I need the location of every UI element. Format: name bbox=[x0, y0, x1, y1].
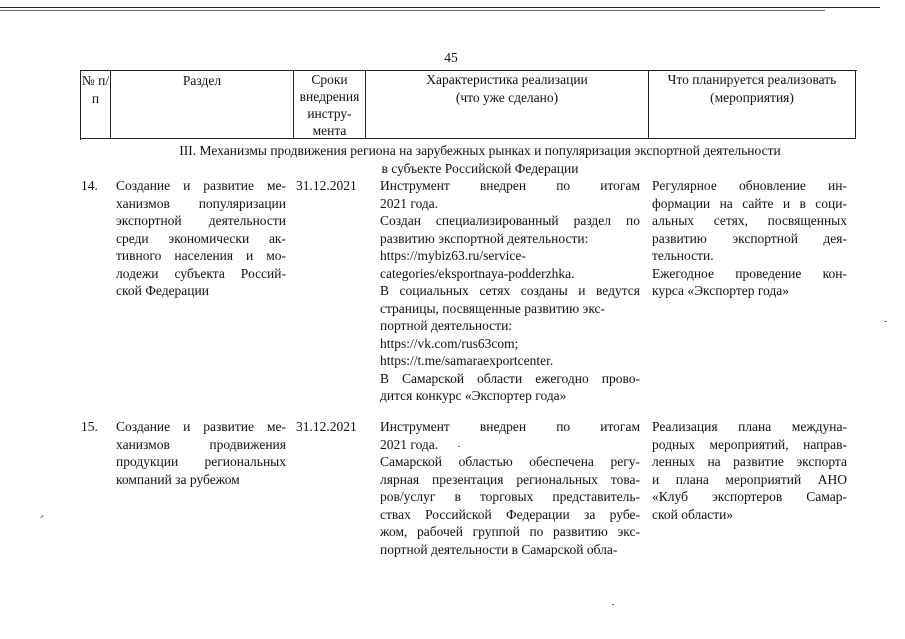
scan-speck bbox=[884, 321, 887, 322]
row-section-name bbox=[116, 177, 286, 300]
plan-line: родных мероприятий, направ- bbox=[652, 436, 847, 452]
header-characteristics-line-1: Характеристика реализации bbox=[426, 72, 588, 87]
row-plan bbox=[652, 177, 847, 300]
header-dates-line-2: внедрения bbox=[299, 89, 360, 104]
name-line: среди экономически ак- bbox=[116, 230, 286, 246]
header-dates-line-1: Сроки bbox=[311, 72, 348, 87]
plan-line: курса «Экспортер года» bbox=[652, 283, 790, 298]
done-line: развитию экспортной деятельности: bbox=[380, 230, 589, 246]
row-section-name bbox=[116, 418, 286, 488]
plan-line: формации на сайте и в соци- bbox=[652, 195, 847, 211]
table-header bbox=[80, 70, 857, 140]
done-word: внедрен bbox=[479, 178, 527, 193]
done-word: итогам bbox=[600, 178, 640, 193]
plan-line: Ежегодное проведение кон- bbox=[652, 265, 847, 281]
scan-top-rule bbox=[0, 7, 880, 8]
header-planned-line-1: Что планируется реализовать bbox=[667, 72, 837, 87]
done-line: ствах Российской Федерации за рубе- bbox=[380, 506, 640, 522]
name-line: экспортной деятельности bbox=[116, 213, 286, 228]
done-first-line bbox=[380, 177, 640, 195]
done-line: В социальных сетях созданы и ведутся bbox=[380, 283, 640, 298]
plan-line: ленных на развитие экспорта bbox=[652, 454, 847, 469]
done-link: https://t.me/samaraexportcenter. bbox=[380, 353, 554, 368]
done-line: Создан специализированный раздел по bbox=[380, 213, 640, 228]
done-first-line bbox=[380, 418, 640, 436]
done-word: Инструмент bbox=[380, 419, 450, 434]
done-line: В Самарской области ежегодно прово- bbox=[380, 370, 640, 386]
done-link: https://mybiz63.ru/service- bbox=[380, 248, 526, 263]
section-title-line-1: III. Механизмы продвижения региона на зарубежных рынках и популяризация экспортной деятельности bbox=[179, 143, 781, 158]
row-done bbox=[380, 418, 640, 558]
row-number: 14. bbox=[81, 178, 98, 193]
scan-top-rule-secondary bbox=[0, 10, 825, 11]
done-line: 2021 года. bbox=[380, 436, 439, 452]
done-line: жом, рабочей группой по развитию экс- bbox=[380, 524, 640, 539]
row-done bbox=[380, 177, 640, 405]
name-line: Создание и развитие ме- bbox=[116, 419, 286, 434]
name-line: продукции региональных bbox=[116, 454, 286, 469]
done-link: https://vk.com/rus63com; bbox=[380, 335, 519, 351]
header-cell-planned bbox=[649, 71, 856, 139]
done-line: портной деятельности в Самарской обла- bbox=[380, 541, 618, 557]
done-link: categories/eksportnaya-podderzhka. bbox=[380, 265, 575, 281]
header-section-label: Раздел bbox=[182, 73, 222, 88]
section-title-line-2: в субъекте Российской Федерации bbox=[381, 160, 579, 176]
header-cell-number bbox=[81, 71, 111, 139]
header-planned-line-2: (мероприятия) bbox=[710, 89, 794, 105]
header-characteristics-line-2: (что уже сделано) bbox=[455, 89, 559, 105]
scan-speck bbox=[40, 515, 44, 518]
row-date: 31.12.2021 bbox=[296, 419, 357, 434]
plan-line: ской области» bbox=[652, 506, 734, 522]
page-number: 45 bbox=[444, 50, 458, 65]
plan-line: «Клуб экспортеров Самар- bbox=[652, 489, 847, 504]
header-cell-section bbox=[111, 71, 294, 139]
name-line: ханизмов популяризации bbox=[116, 195, 286, 211]
row-number: 15. bbox=[81, 419, 98, 434]
done-line: Самарской областью обеспечена регу- bbox=[380, 454, 640, 469]
done-word: по bbox=[556, 178, 571, 193]
done-word: итогам bbox=[600, 419, 640, 434]
header-dates-line-3: инстру- bbox=[307, 106, 352, 121]
header-cell-characteristics bbox=[366, 71, 649, 139]
scan-speck bbox=[458, 446, 460, 447]
plan-line: альных сетях, посвященных bbox=[652, 213, 847, 228]
plan-line: тельности. bbox=[652, 248, 714, 263]
done-line: портной деятельности: bbox=[380, 318, 513, 333]
name-line: тивного населения и мо- bbox=[116, 248, 286, 263]
done-line: дится конкурс «Экспортер года» bbox=[380, 388, 567, 403]
done-line: страницы, посвященные развитию экс- bbox=[380, 300, 606, 316]
name-line: компаний за рубежом bbox=[116, 471, 240, 487]
name-line: лодежи субъекта Россий- bbox=[116, 265, 286, 281]
plan-line: Регулярное обновление ин- bbox=[652, 178, 847, 193]
plan-line: Реализация плана междуна- bbox=[652, 419, 847, 434]
done-word: Инструмент bbox=[380, 178, 450, 193]
done-line: ров/услуг в торговых представитель- bbox=[380, 489, 640, 504]
header-number-label: № п/п bbox=[81, 73, 110, 106]
header-cell-dates bbox=[294, 71, 366, 139]
scan-speck bbox=[612, 604, 614, 605]
plan-line: и плана мероприятий АНО bbox=[652, 471, 847, 487]
name-line: ской Федерации bbox=[116, 283, 209, 298]
plan-line: развитию экспортной дея- bbox=[652, 230, 847, 246]
name-line: ханизмов продвижения bbox=[116, 436, 286, 452]
done-line: лярная презентация региональных това- bbox=[380, 471, 640, 487]
header-dates-line-4: мента bbox=[312, 123, 347, 138]
row-date: 31.12.2021 bbox=[296, 178, 357, 193]
done-word: внедрен bbox=[479, 419, 527, 434]
section-title bbox=[120, 142, 840, 177]
row-plan bbox=[652, 418, 847, 523]
name-line: Создание и развитие ме- bbox=[116, 178, 286, 193]
done-word: по bbox=[556, 419, 571, 434]
done-line: 2021 года. bbox=[380, 195, 439, 211]
